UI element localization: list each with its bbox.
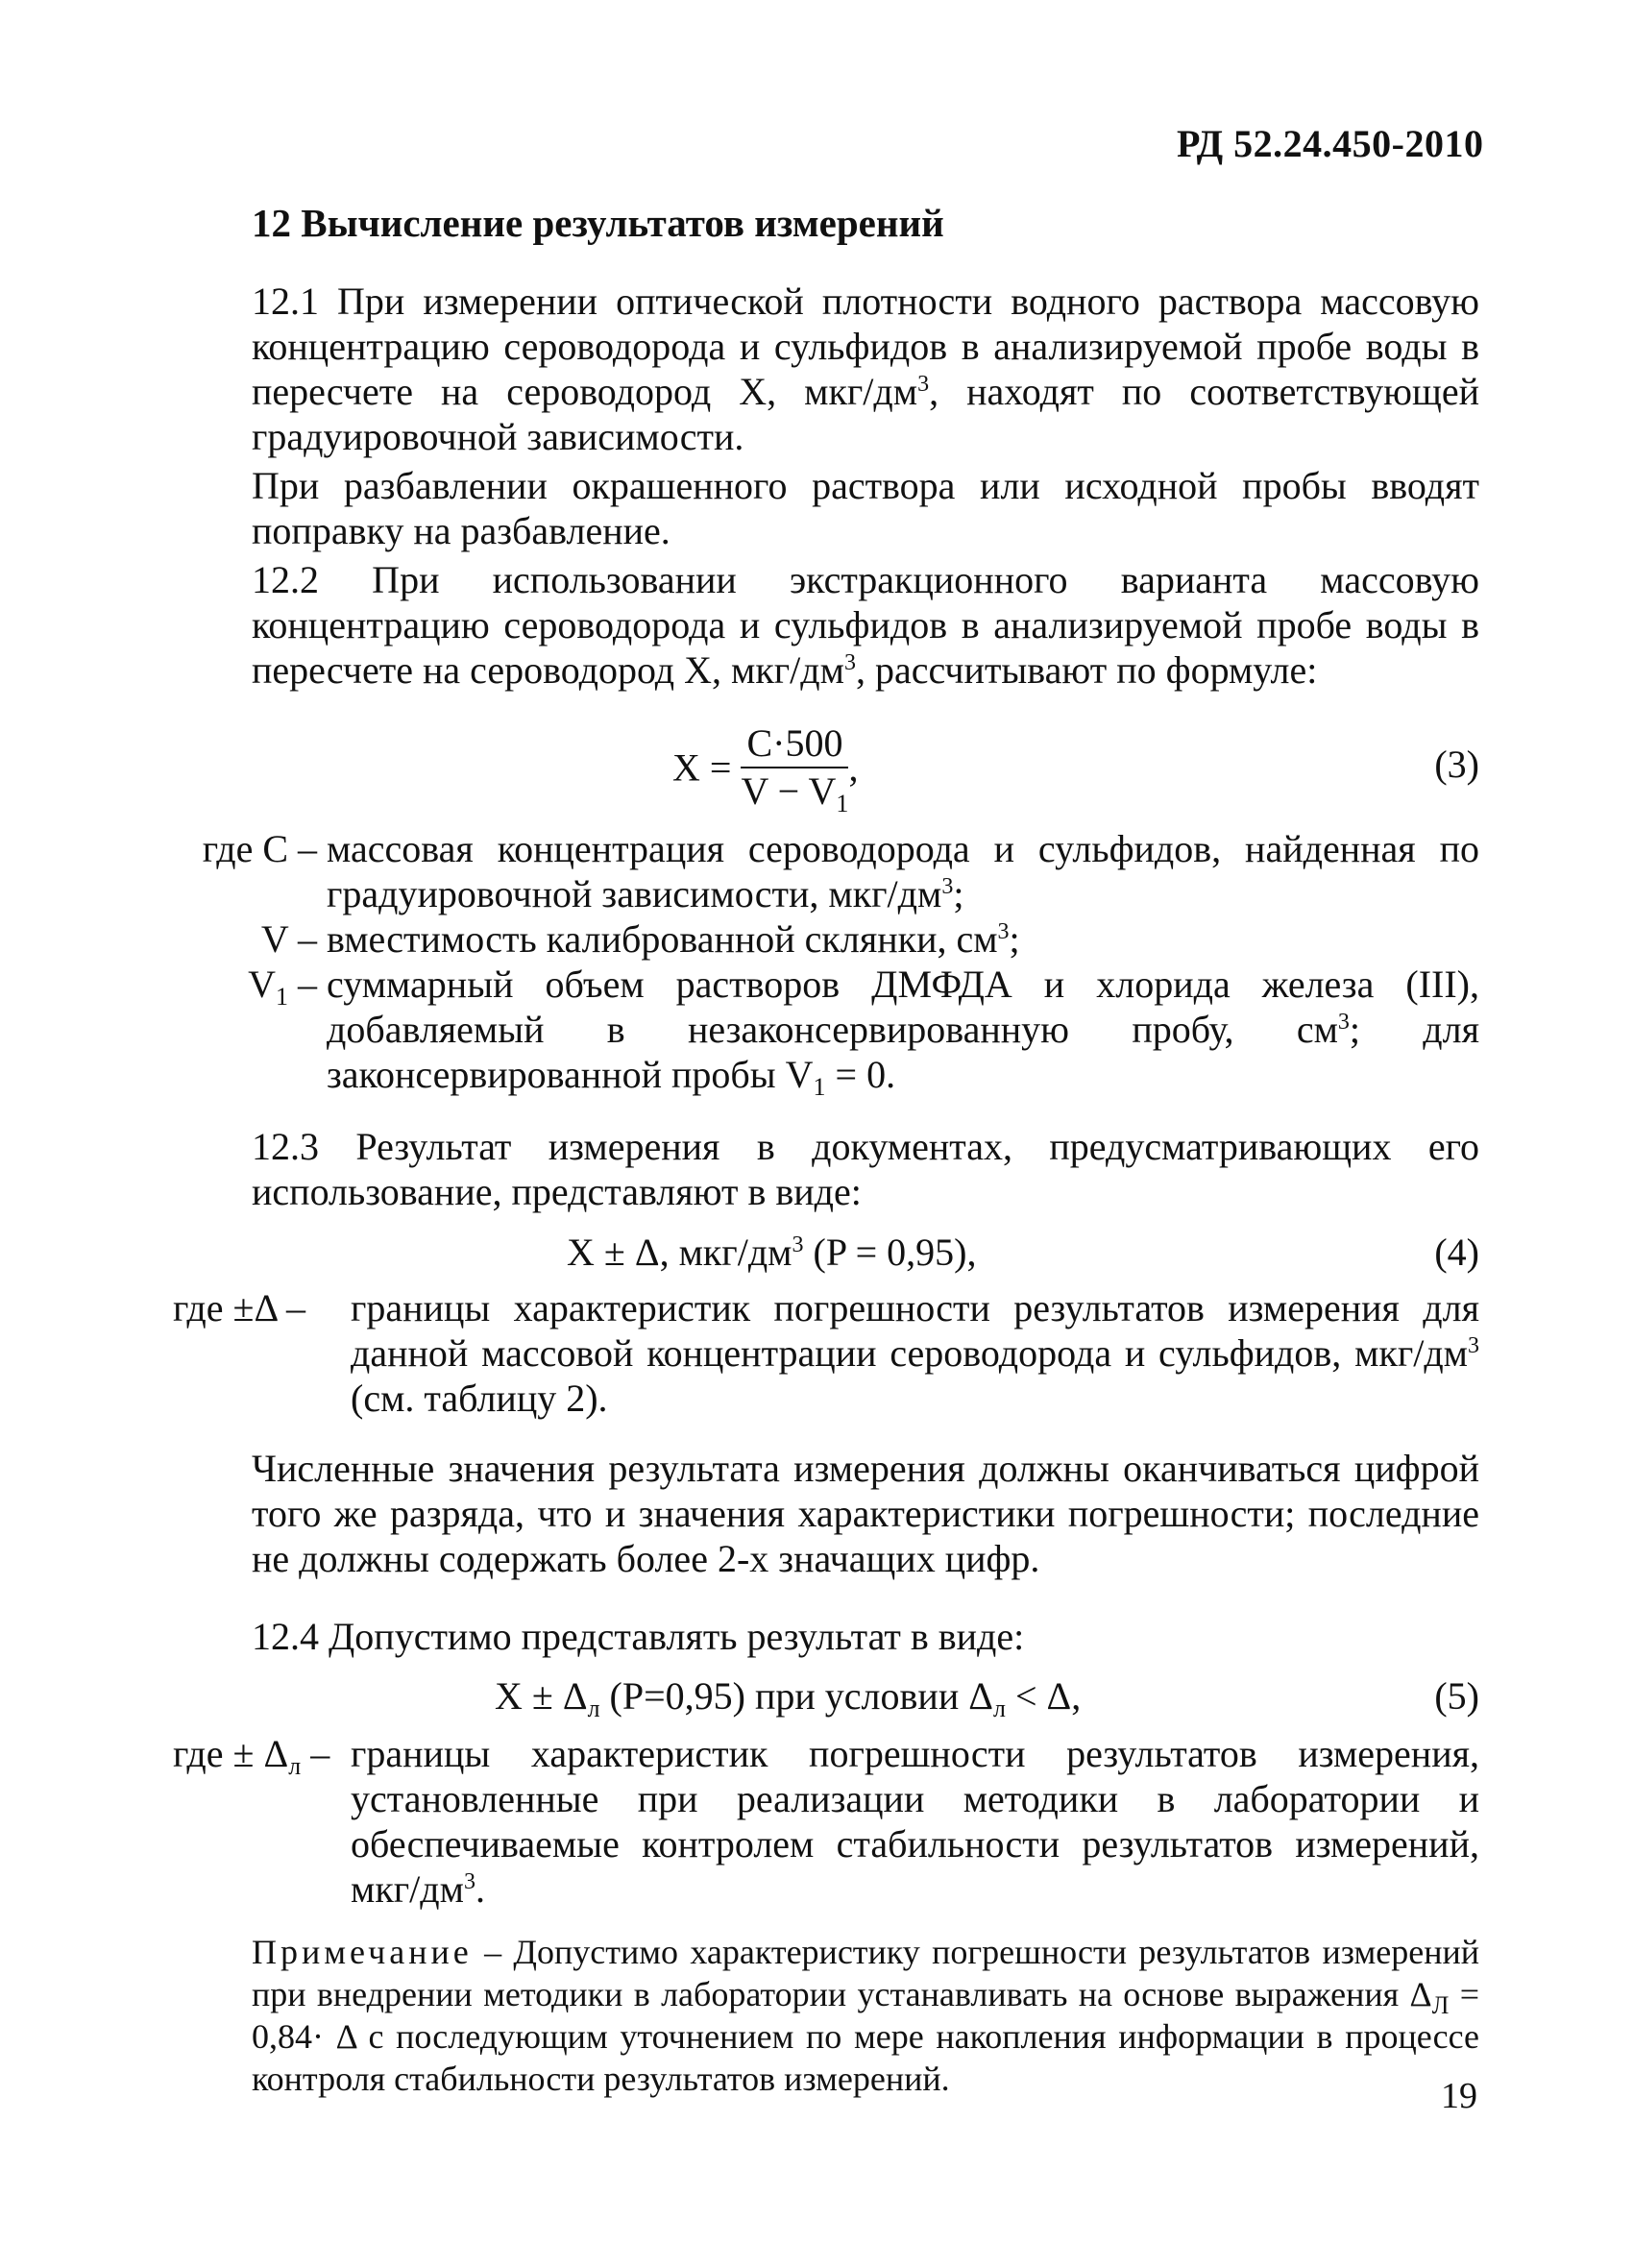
paragraph-dilution: При разбавлении окрашенного раствора или исходной пробы вводят поправку на разбавление. <box>252 464 1479 552</box>
section-title: 12 Вычисление результатов измерений <box>252 201 944 245</box>
formula-4: X ± Δ, мкг/$дм^3$ (P = 0,95), (4) <box>567 1231 1479 1274</box>
equation-number-5: (5) <box>1434 1674 1479 1718</box>
document-code: РД 52.24.450-2010 <box>1177 122 1484 165</box>
page-number: 19 <box>1441 2076 1477 2116</box>
formula-lhs: X = <box>672 745 732 790</box>
equation-number-3: (3) <box>1434 743 1479 786</box>
note-label: Примечание <box>252 1933 473 1971</box>
paragraph-12-1: 12.1 При измерении оптической плотности водного раствора массовую концентрацию сероводорода и сульфидов в анализируемой пробе воды в пересчете на сероводород X, мкг/$дм^3$, находят по соответствующей градуировочной зависимости. <box>252 280 1479 458</box>
note: Примечание – Допустимо характеристику погрешности результатов измерений при внедрении методики в лаборатории устанавливать на основе выражения $\Delta_Л = 0,84\cdot \Delta$ с последующим уточнением по мере накопления информации в процессе контроля стабильности результатов измерений. <box>252 1933 1479 2098</box>
definition-v1: $V_1$ – суммарный объем растворов ДМФДА и хлорида железа (III), добавляемый в незаконсервированную пробу, $см^3$; для законсервированной пробы $V_1 = 0$. <box>248 963 1479 1101</box>
paragraph-12-4: 12.4 Допустимо представлять результат в виде: <box>252 1615 1025 1658</box>
definition-formula-5: где ± $\Delta_л$ – границы характеристик погрешности результатов измерения, установленные при реализации методики в лаборатории и обеспечиваемые контролем стабильности результатов измерений, мкг/$дм^3$. <box>173 1732 1479 1911</box>
formula-fraction <box>741 721 849 817</box>
definition-c: где C – массовая концентрация сероводорода и сульфидов, найденная по градуировочной зависимости, мкг/$дм^3$; <box>202 827 1479 915</box>
equation-number-4: (4) <box>1434 1231 1479 1274</box>
paragraph-12-3: 12.3 Результат измерения в документах, предусматривающих его использование, представляют в виде: <box>252 1125 1479 1213</box>
paragraph-numeric-values: Численные значения результата измерения должны оканчиваться цифрой того же разряда, что и значения характеристики погрешности; последние не должны содержать более 2-х значащих цифр. <box>252 1447 1479 1580</box>
formula-5: $X \pm \Delta_л$ (P=0,95) при условии $\Delta_л < \Delta$, (5) <box>495 1674 1479 1722</box>
definition-v: V – вместимость калиброванной склянки, $см^3$; <box>260 917 1020 961</box>
formula-3: X = $\frac{C\cdot 500}{V - V_1}$ , (3) <box>672 721 1479 817</box>
paragraph-12-2: 12.2 При использовании экстракционного варианта массовую концентрацию сероводорода и сульфидов в анализируемой пробе воды в пересчете на сероводород X, мкг/$дм^3$, рассчитывают по формуле: <box>252 558 1479 692</box>
formula-numerator: C·500 <box>741 722 848 768</box>
definitions-formula-3 <box>173 826 1479 1101</box>
formula-denominator: $V - V_1$ <box>741 769 849 817</box>
definition-formula-4: где ±Δ – границы характеристик погрешности результатов измерения для данной массовой концентрации сероводорода и сульфидов, мкг/$дм^3$ (см. таблицу 2). <box>173 1286 1479 1420</box>
